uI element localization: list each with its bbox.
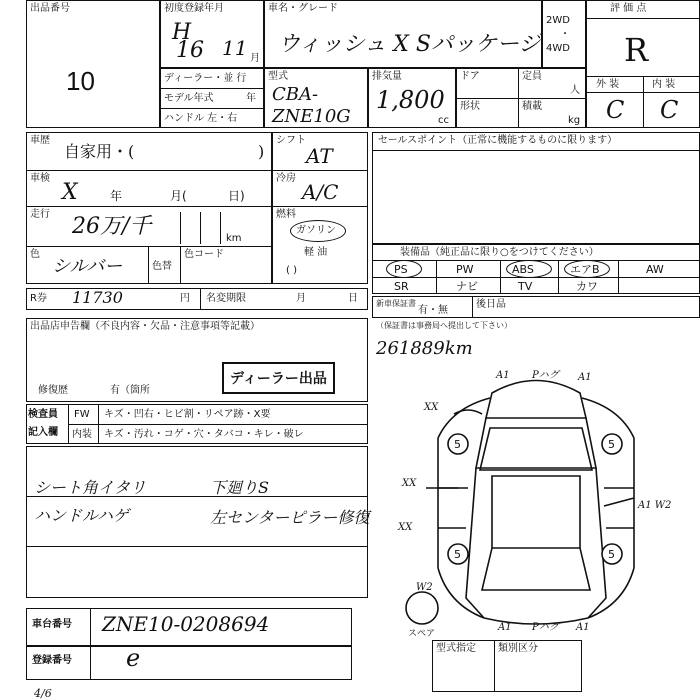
shaken-value: X bbox=[62, 180, 78, 205]
note-seat: シート角イタリ bbox=[34, 478, 147, 497]
mark-right-side: A1 W2 bbox=[638, 500, 672, 511]
exterior-value: C bbox=[606, 96, 625, 124]
expiry-label: 名変期限 bbox=[206, 293, 246, 304]
type-label: 型式 bbox=[268, 71, 288, 82]
reg-era: H bbox=[172, 20, 192, 45]
reg-no-value: e bbox=[126, 644, 141, 672]
chassis-value: ZNE10-0208694 bbox=[102, 612, 270, 636]
color-label: 色 bbox=[30, 249, 40, 260]
drive-dot: ・ bbox=[560, 29, 570, 40]
mark-front-right: A1 bbox=[578, 372, 592, 383]
equip-aw: AW bbox=[646, 263, 664, 276]
shaken-month: 月( bbox=[170, 189, 187, 203]
note-handle: ハンドルハゲ bbox=[34, 506, 129, 525]
history-close: ) bbox=[258, 142, 265, 161]
equip-pw: PW bbox=[456, 263, 474, 276]
fuel-gasoline: ガソリン bbox=[296, 225, 336, 236]
displacement-value: 1,800 bbox=[376, 86, 445, 114]
reg-date-label: 初度登録年月 bbox=[164, 3, 224, 14]
equipment-label: 装備品（純正品に限り○をつけてください） bbox=[400, 247, 599, 258]
car-name-label: 車名・グレード bbox=[268, 3, 338, 14]
diagram-title: （保証書は事務局へ提出して下さい） bbox=[376, 321, 512, 330]
rear-seat-label: 後日品 bbox=[476, 299, 506, 310]
type-value-1: CBA- bbox=[272, 84, 319, 105]
lot-number-value: 10 bbox=[66, 66, 95, 96]
score-label: 評 価 点 bbox=[610, 3, 647, 14]
capacity-label: 定員 bbox=[522, 71, 542, 82]
mark-rear-left: A1 bbox=[498, 622, 512, 633]
exterior-label: 外 装 bbox=[596, 79, 620, 90]
type-value-2: ZNE10G bbox=[272, 106, 351, 127]
car-hood bbox=[476, 418, 596, 468]
recycle-label: R券 bbox=[30, 293, 47, 304]
equip-sr: SR bbox=[394, 280, 409, 293]
model-year-unit: 年 bbox=[246, 93, 256, 104]
repair-label: 修復歴 bbox=[38, 385, 68, 396]
front-fender-left bbox=[438, 398, 490, 438]
drive-2wd: 2WD bbox=[546, 15, 570, 26]
expiry-day: 日 bbox=[348, 293, 358, 304]
equip-airbag: エアB bbox=[570, 263, 600, 276]
load-unit: kg bbox=[568, 115, 581, 126]
sales-point-label: セールスポイント（正常に機能するものに限ります） bbox=[378, 135, 618, 146]
warranty-value: 有・無 bbox=[418, 305, 448, 316]
load-label: 積載 bbox=[522, 101, 542, 112]
car-rear-window bbox=[482, 548, 590, 590]
tire-mark-rl: 5 bbox=[454, 548, 461, 561]
mileage-value: 26万/千 bbox=[72, 214, 152, 239]
recycle-unit: 円 bbox=[180, 293, 190, 304]
reg-year: 16 bbox=[176, 38, 204, 63]
fuel-label: 燃料 bbox=[276, 209, 296, 220]
dealer-stamp: ディーラー出品 bbox=[222, 362, 335, 394]
car-body-right bbox=[588, 468, 606, 618]
mark-rear-right: A1 bbox=[576, 622, 590, 633]
shaken-year: 年 bbox=[110, 189, 123, 203]
inspector-label: 検査員 bbox=[28, 409, 58, 420]
displacement-label: 排気量 bbox=[372, 71, 402, 82]
interior-check-label: 内装 bbox=[72, 429, 92, 440]
mark-xx-2: XX bbox=[402, 478, 417, 489]
chassis-label: 車台番号 bbox=[32, 619, 72, 630]
spare-label: スペア bbox=[408, 629, 436, 638]
equip-leather: カワ bbox=[576, 280, 598, 293]
fw-label: FW bbox=[74, 409, 90, 420]
interior-value: C bbox=[660, 96, 679, 124]
mark-xx-1: XX bbox=[424, 402, 439, 413]
mark-bumper: Pハグ bbox=[532, 370, 559, 381]
fuel-paren: ( ) bbox=[286, 265, 297, 276]
tire-mark-fr: 5 bbox=[608, 438, 615, 451]
reg-no-box bbox=[26, 646, 352, 680]
mark-xx-3: XX bbox=[398, 522, 413, 533]
equip-abs: ABS bbox=[512, 263, 534, 276]
history-label: 車歴 bbox=[30, 135, 50, 146]
ac-label: 冷房 bbox=[276, 173, 296, 184]
drive-4wd: 4WD bbox=[546, 43, 570, 54]
mileage-unit: km bbox=[226, 233, 242, 244]
shape-label: 形状 bbox=[460, 101, 480, 112]
color-code-label: 色コード bbox=[184, 249, 224, 260]
repair-value: 有（箇所 bbox=[110, 385, 150, 396]
footer-note: 4/6 bbox=[34, 687, 52, 700]
handle-label: ハンドル 左・右 bbox=[164, 113, 238, 124]
lot-number-label: 出品番号 bbox=[30, 3, 70, 14]
car-windshield bbox=[480, 428, 592, 470]
car-roof bbox=[492, 476, 580, 548]
lot-number-box bbox=[26, 0, 160, 128]
displacement-unit: cc bbox=[438, 115, 449, 126]
designation-label: 型式指定 bbox=[436, 643, 476, 654]
car-diagram bbox=[372, 358, 700, 638]
mileage-label: 走行 bbox=[30, 209, 50, 220]
shift-label: シフト bbox=[276, 135, 306, 146]
capacity-unit: 人 bbox=[570, 85, 580, 96]
shift-value: AT bbox=[306, 144, 333, 168]
dealer-label: ディーラー・並 行 bbox=[164, 73, 247, 84]
spare-tire bbox=[406, 592, 438, 624]
sales-point-box bbox=[372, 132, 700, 244]
reg-no-label: 登録番号 bbox=[32, 655, 72, 666]
fw-items: キズ・凹右・ヒビ割・リペア跡・X要 bbox=[104, 409, 271, 420]
equip-tv: TV bbox=[518, 280, 533, 293]
recycle-value: 11730 bbox=[72, 288, 123, 307]
color-value: シルバー bbox=[52, 256, 123, 277]
car-body-left bbox=[466, 468, 484, 618]
model-year-label: モデル年式 bbox=[164, 93, 214, 104]
mark-front-left: A1 bbox=[496, 370, 510, 381]
ac-value: A/C bbox=[302, 180, 339, 204]
tire-mark-rr: 5 bbox=[608, 548, 615, 561]
note-underbody: 下廻りS bbox=[210, 478, 269, 497]
shaken-label: 車検 bbox=[30, 173, 50, 184]
equip-navi: ナビ bbox=[456, 280, 478, 293]
shaken-day: 日) bbox=[228, 189, 245, 203]
entry-label: 記入欄 bbox=[28, 427, 58, 438]
arrow-right-side bbox=[604, 498, 634, 506]
interior-label: 内 装 bbox=[652, 79, 676, 90]
declaration-label: 出品店申告欄（不良内容・欠品・注意事項等記載） bbox=[30, 321, 260, 332]
fuel-gasoline-circle bbox=[290, 220, 346, 242]
front-fender-right bbox=[582, 398, 634, 438]
car-front-outline bbox=[486, 381, 586, 419]
mark-w2: W2 bbox=[416, 582, 433, 593]
reg-month: 11 bbox=[222, 36, 248, 60]
expiry-month: 月 bbox=[296, 293, 306, 304]
fuel-light-oil: 軽 油 bbox=[304, 247, 328, 258]
note-pillar: 左センターピラー修復 bbox=[210, 508, 370, 527]
history-value: 自家用・( bbox=[64, 142, 135, 161]
warranty-label: 新車保証書 bbox=[376, 299, 416, 308]
mark-rear-mid: Pハグ bbox=[532, 622, 559, 633]
interior-items: キズ・汚れ・コゲ・穴・タバコ・キレ・破レ bbox=[104, 429, 304, 440]
reg-month-unit: 月 bbox=[250, 53, 260, 64]
diagram-mileage-note: 261889km bbox=[376, 338, 473, 359]
tire-mark-fl: 5 bbox=[454, 438, 461, 451]
category-label: 類別区分 bbox=[498, 643, 538, 654]
door-label: ドア bbox=[460, 71, 480, 82]
car-name-value: ウィッシュ X Sパッケージ bbox=[278, 32, 541, 57]
equip-ps: PS bbox=[394, 263, 408, 276]
score-value: R bbox=[624, 31, 649, 69]
repaint-label: 色替 bbox=[152, 261, 172, 272]
